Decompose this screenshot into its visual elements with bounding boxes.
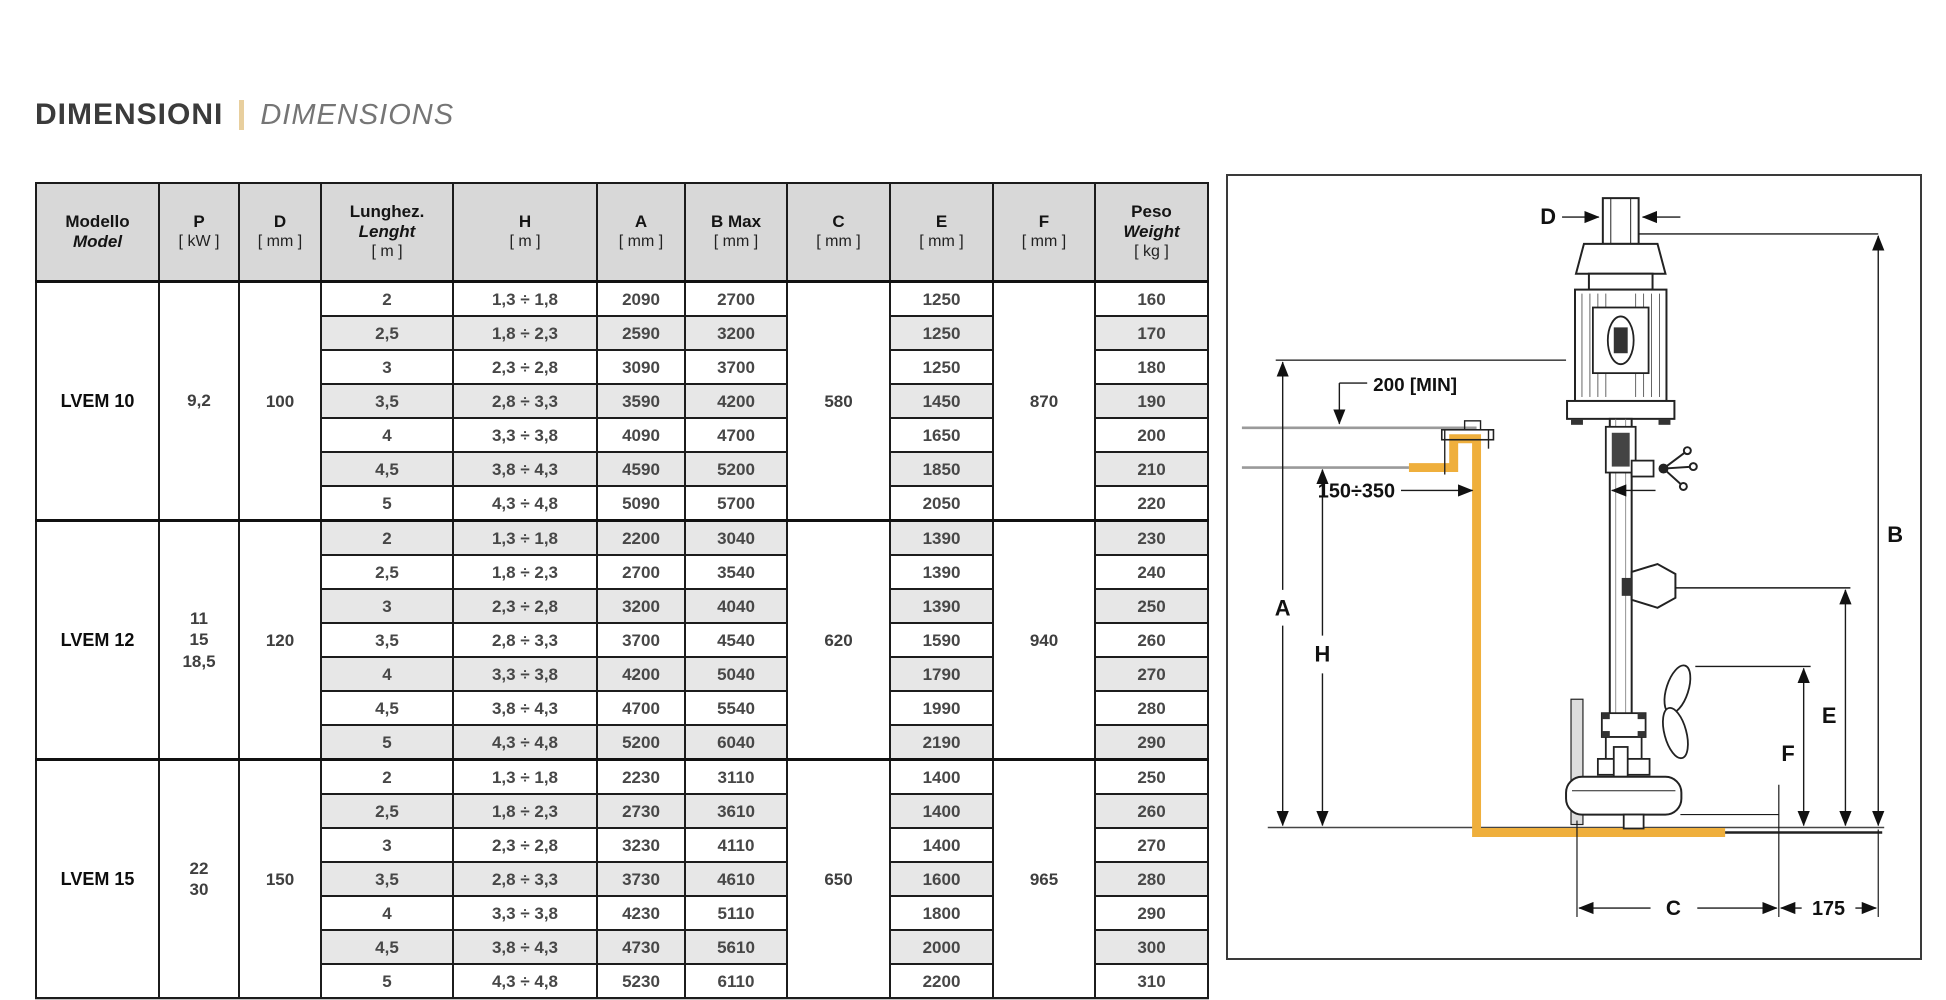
col-header-main: Peso — [1131, 202, 1172, 222]
cell-e: 2200 — [890, 964, 993, 998]
col-header-a — [597, 183, 685, 282]
power-value: 30 — [189, 880, 209, 899]
col-header-weight — [1095, 183, 1208, 282]
cell-bmax: 4700 — [685, 418, 787, 452]
col-header-main: E — [935, 212, 948, 232]
cell-weight: 240 — [1095, 555, 1208, 589]
cell-f: 870 — [993, 282, 1095, 521]
cell-weight: 160 — [1095, 282, 1208, 317]
cell-length: 4 — [321, 657, 453, 691]
cell-bmax: 4110 — [685, 828, 787, 862]
cell-weight: 260 — [1095, 623, 1208, 657]
cell-h-range: 1,8 ÷ 2,3 — [453, 555, 597, 589]
col-header-unit: [ kg ] — [1134, 242, 1169, 260]
cell-bmax: 5200 — [685, 452, 787, 486]
cell-length: 3 — [321, 589, 453, 623]
cell-power — [159, 521, 239, 760]
cell-h-range: 2,8 ÷ 3,3 — [453, 384, 597, 418]
header-row — [36, 183, 1208, 282]
cell-c: 620 — [787, 521, 890, 760]
table-row — [36, 282, 1208, 317]
cell-a: 2590 — [597, 316, 685, 350]
cell-h-range: 2,8 ÷ 3,3 — [453, 623, 597, 657]
cell-h-range: 2,3 ÷ 2,8 — [453, 828, 597, 862]
cell-c: 650 — [787, 760, 890, 999]
power-value: 18,5 — [182, 651, 216, 671]
power-value: 9,2 — [187, 391, 211, 411]
col-header-main: F — [1038, 212, 1050, 232]
col-header-sub: Model — [72, 232, 123, 251]
cell-bmax: 5540 — [685, 691, 787, 725]
dim-label-c: C — [1665, 896, 1681, 920]
cell-length: 2,5 — [321, 555, 453, 589]
cell-e: 1390 — [890, 521, 993, 556]
cell-length: 4 — [321, 418, 453, 452]
cell-a: 2730 — [597, 794, 685, 828]
cell-e: 1450 — [890, 384, 993, 418]
title-english: DIMENSIONS — [260, 98, 455, 131]
pump-dimension-drawing — [1228, 176, 1920, 958]
title-divider — [239, 100, 244, 130]
col-header-main: P — [193, 212, 205, 232]
dim-label-a: A — [1274, 595, 1291, 621]
cell-length: 3 — [321, 828, 453, 862]
cell-length: 4,5 — [321, 452, 453, 486]
col-header-unit: [ mm ] — [618, 232, 664, 250]
cell-bmax: 3040 — [685, 521, 787, 556]
cell-h-range: 4,3 ÷ 4,8 — [453, 725, 597, 760]
cell-h-range: 4,3 ÷ 4,8 — [453, 486, 597, 521]
cell-power — [159, 282, 239, 521]
cell-h-range: 1,3 ÷ 1,8 — [453, 282, 597, 317]
cell-length: 3,5 — [321, 862, 453, 896]
cell-length: 2,5 — [321, 316, 453, 350]
cell-length: 2 — [321, 760, 453, 795]
cell-h-range: 2,8 ÷ 3,3 — [453, 862, 597, 896]
cell-e: 1390 — [890, 589, 993, 623]
cell-length: 5 — [321, 486, 453, 521]
cell-h-range: 3,8 ÷ 4,3 — [453, 691, 597, 725]
cell-f: 965 — [993, 760, 1095, 999]
cell-e: 2190 — [890, 725, 993, 760]
cell-a: 5200 — [597, 725, 685, 760]
cell-weight: 270 — [1095, 657, 1208, 691]
technical-drawing-panel — [1226, 174, 1922, 960]
col-header-diameter — [239, 183, 321, 282]
cell-a: 3090 — [597, 350, 685, 384]
cell-length: 3,5 — [321, 384, 453, 418]
power-value: 22 — [189, 858, 209, 878]
cell-h-range: 4,3 ÷ 4,8 — [453, 964, 597, 998]
col-header-main: B Max — [710, 212, 762, 232]
cell-diameter: 100 — [239, 282, 321, 521]
cell-bmax: 4540 — [685, 623, 787, 657]
dim-label-d: D — [1540, 203, 1557, 229]
cell-c: 580 — [787, 282, 890, 521]
cell-e: 1250 — [890, 350, 993, 384]
col-header-unit: [ mm ] — [1021, 232, 1067, 250]
cell-weight: 190 — [1095, 384, 1208, 418]
cell-bmax: 2700 — [685, 282, 787, 317]
cell-bmax: 3540 — [685, 555, 787, 589]
cell-bmax: 4200 — [685, 384, 787, 418]
cell-bmax: 3700 — [685, 350, 787, 384]
col-header-unit: [ mm ] — [713, 232, 759, 250]
col-header-main: C — [832, 212, 845, 232]
cell-weight: 310 — [1095, 964, 1208, 998]
cell-length: 5 — [321, 725, 453, 760]
cell-weight: 270 — [1095, 828, 1208, 862]
cell-a: 4590 — [597, 452, 685, 486]
cell-weight: 280 — [1095, 862, 1208, 896]
col-header-c — [787, 183, 890, 282]
cell-e: 1850 — [890, 452, 993, 486]
cell-a: 3230 — [597, 828, 685, 862]
cell-weight: 290 — [1095, 725, 1208, 760]
table-row — [36, 760, 1208, 795]
dim-label-f: F — [1781, 740, 1795, 766]
cell-e: 1250 — [890, 316, 993, 350]
cell-a: 2230 — [597, 760, 685, 795]
cell-length: 3,5 — [321, 623, 453, 657]
cell-h-range: 2,3 ÷ 2,8 — [453, 350, 597, 384]
title-italian: DIMENSIONI — [35, 98, 224, 131]
cell-a: 2090 — [597, 282, 685, 317]
cell-length: 4,5 — [321, 930, 453, 964]
page-title — [35, 98, 454, 132]
cell-bmax: 6040 — [685, 725, 787, 760]
col-header-unit: [ mm ] — [919, 232, 964, 250]
col-header-sub: Weight — [1123, 222, 1180, 241]
cell-e: 1590 — [890, 623, 993, 657]
cell-a: 3590 — [597, 384, 685, 418]
cell-a: 3700 — [597, 623, 685, 657]
cell-e: 1400 — [890, 760, 993, 795]
cell-weight: 220 — [1095, 486, 1208, 521]
cell-h-range: 3,3 ÷ 3,8 — [453, 657, 597, 691]
dim-label-h: H — [1314, 641, 1331, 667]
col-header-unit: [ mm ] — [816, 232, 861, 250]
cell-length: 3 — [321, 350, 453, 384]
cell-h-range: 1,8 ÷ 2,3 — [453, 794, 597, 828]
cell-a: 2700 — [597, 555, 685, 589]
cell-e: 1800 — [890, 896, 993, 930]
cell-bmax: 5610 — [685, 930, 787, 964]
table-row — [36, 521, 1208, 556]
cell-model: LVEM 12 — [36, 521, 159, 760]
cell-a: 4230 — [597, 896, 685, 930]
col-header-e — [890, 183, 993, 282]
col-header-main: D — [273, 212, 287, 232]
cell-bmax: 3610 — [685, 794, 787, 828]
col-header-h — [453, 183, 597, 282]
col-header-model — [36, 183, 159, 282]
dim-label-200-min: 200 [MIN] — [1373, 375, 1458, 397]
cell-weight: 280 — [1095, 691, 1208, 725]
col-header-bmax — [685, 183, 787, 282]
col-header-length — [321, 183, 453, 282]
cell-length: 2 — [321, 521, 453, 556]
dim-label-150-350: 150÷350 — [1317, 480, 1396, 503]
cell-a: 4700 — [597, 691, 685, 725]
table-header — [36, 183, 1208, 282]
col-header-f — [993, 183, 1095, 282]
power-value: 15 — [189, 630, 209, 650]
cell-h-range: 1,3 ÷ 1,8 — [453, 521, 597, 556]
cell-weight: 210 — [1095, 452, 1208, 486]
power-value: 11 — [190, 609, 208, 629]
cell-bmax: 5040 — [685, 657, 787, 691]
cell-bmax: 5700 — [685, 486, 787, 521]
dimensions-table-wrap — [35, 182, 1209, 999]
col-header-unit: [ m ] — [371, 242, 403, 260]
cell-h-range: 3,8 ÷ 4,3 — [453, 452, 597, 486]
cell-h-range: 1,3 ÷ 1,8 — [453, 760, 597, 795]
cell-weight: 230 — [1095, 521, 1208, 556]
col-header-main: Modello — [65, 212, 130, 232]
dim-label-175: 175 — [1811, 897, 1846, 920]
cell-h-range: 3,8 ÷ 4,3 — [453, 930, 597, 964]
col-header-sub: Lenght — [358, 222, 416, 241]
cell-e: 1600 — [890, 862, 993, 896]
cell-a: 5090 — [597, 486, 685, 521]
cell-weight: 200 — [1095, 418, 1208, 452]
cell-bmax: 3200 — [685, 316, 787, 350]
cell-e: 1790 — [890, 657, 993, 691]
cell-a: 4730 — [597, 930, 685, 964]
cell-e: 1990 — [890, 691, 993, 725]
cell-model: LVEM 10 — [36, 282, 159, 521]
cell-a: 3200 — [597, 589, 685, 623]
cell-weight: 300 — [1095, 930, 1208, 964]
cell-e: 2000 — [890, 930, 993, 964]
dimensions-table — [35, 182, 1209, 999]
cell-weight: 170 — [1095, 316, 1208, 350]
cell-weight: 290 — [1095, 896, 1208, 930]
col-header-main: A — [634, 212, 648, 232]
cell-e: 1650 — [890, 418, 993, 452]
cell-weight: 250 — [1095, 589, 1208, 623]
cell-power — [159, 760, 239, 999]
cell-h-range: 3,3 ÷ 3,8 — [453, 418, 597, 452]
cell-f: 940 — [993, 521, 1095, 760]
cell-bmax: 5110 — [685, 896, 787, 930]
cell-a: 5230 — [597, 964, 685, 998]
cell-length: 5 — [321, 964, 453, 998]
cell-diameter: 150 — [239, 760, 321, 999]
cell-length: 2,5 — [321, 794, 453, 828]
cell-length: 2 — [321, 282, 453, 317]
pump-drawing — [1566, 198, 1697, 828]
cell-length: 4 — [321, 896, 453, 930]
dim-label-b: B — [1887, 522, 1903, 548]
cell-a: 3730 — [597, 862, 685, 896]
cell-model: LVEM 15 — [36, 760, 159, 999]
cell-a: 2200 — [597, 521, 685, 556]
col-header-unit: [ mm ] — [257, 232, 303, 250]
cell-bmax: 6110 — [685, 964, 787, 998]
col-header-main: Lunghez. — [349, 202, 425, 222]
cell-weight: 250 — [1095, 760, 1208, 795]
cell-e: 1390 — [890, 555, 993, 589]
cell-h-range: 3,3 ÷ 3,8 — [453, 896, 597, 930]
col-header-unit: [ kW ] — [178, 232, 220, 250]
cell-e: 1400 — [890, 794, 993, 828]
col-header-unit: [ m ] — [509, 232, 541, 250]
cell-e: 1400 — [890, 828, 993, 862]
cell-bmax: 3110 — [685, 760, 787, 795]
cell-bmax: 4610 — [685, 862, 787, 896]
cell-bmax: 4040 — [685, 589, 787, 623]
cell-e: 1250 — [890, 282, 993, 317]
cell-h-range: 1,8 ÷ 2,3 — [453, 316, 597, 350]
table-body — [36, 282, 1208, 999]
cell-weight: 260 — [1095, 794, 1208, 828]
cell-length: 4,5 — [321, 691, 453, 725]
dim-label-e: E — [1821, 703, 1837, 729]
cell-weight: 180 — [1095, 350, 1208, 384]
cell-a: 4090 — [597, 418, 685, 452]
col-header-power — [159, 183, 239, 282]
cell-diameter: 120 — [239, 521, 321, 760]
cell-h-range: 2,3 ÷ 2,8 — [453, 589, 597, 623]
cell-e: 2050 — [890, 486, 993, 521]
col-header-main: H — [518, 212, 532, 232]
cell-a: 4200 — [597, 657, 685, 691]
